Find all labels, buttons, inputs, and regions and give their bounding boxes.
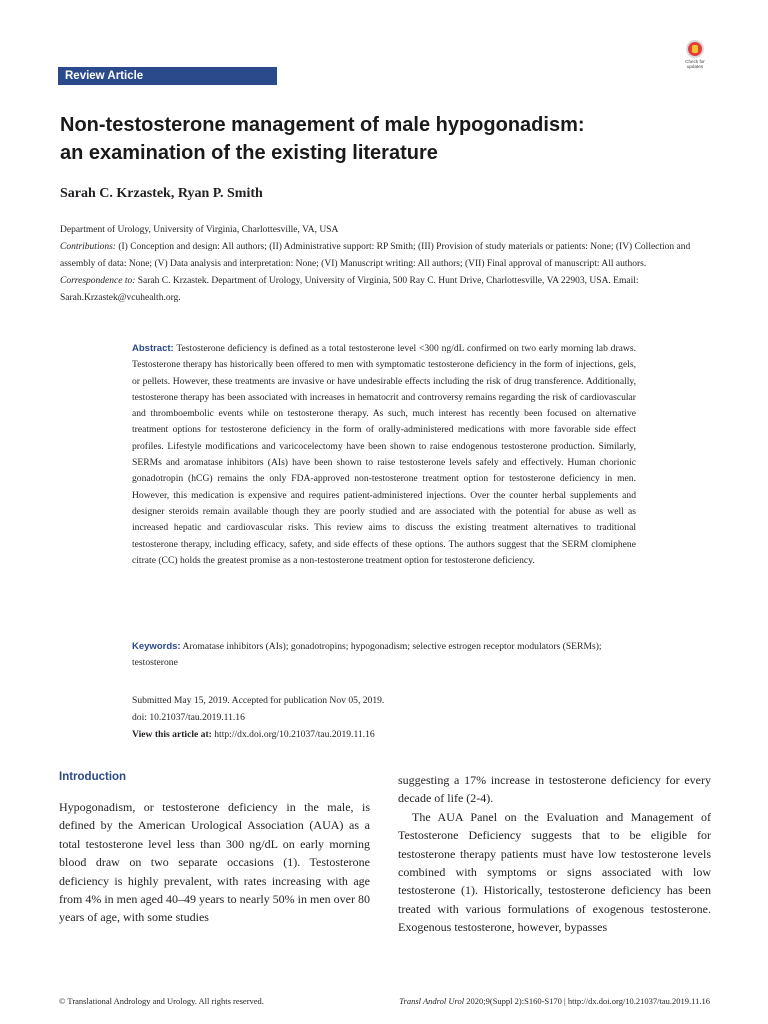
correspondence-text: Sarah C. Krzastek. Department of Urology, University of Virginia, 500 Ray C. Hunt Drive, Charlottesville, VA 22903, USA. Email: Sarah.Krzastek@vcuhealth.org. (60, 276, 639, 303)
intro-paragraph-2: The AUA Panel on the Evaluation and Management of Testosterone Deficiency suggests that to be eligible for testosterone therapy patients must have low testosterone levels combined with symptoms or signs associated with low testosterone (1). Historically, testosterone deficiency has been treated with various formulations of exogenous testosterone. Exogenous testosterone, however, bypasses (398, 809, 711, 935)
submission-dates: Submitted May 15, 2019. Accepted for publication Nov 05, 2019. (132, 695, 385, 706)
footer-citation-text: 2020;9(Suppl 2):S160-S170 | http://dx.doi.org/10.21037/tau.2019.11.16 (466, 996, 710, 1006)
article-title (60, 111, 700, 167)
footer-citation (340, 996, 710, 1006)
view-article (132, 726, 636, 743)
view-label: View this article at: (132, 729, 212, 740)
affiliation: Department of Urology, University of Virginia, Charlottesville, VA, USA (60, 225, 339, 235)
affiliation-block (60, 222, 712, 307)
title-line-1: Non-testosterone management of male hypogonadism: (60, 114, 585, 136)
authors: Sarah C. Krzastek, Ryan P. Smith (60, 186, 263, 201)
keywords-text: Aromatase inhibitors (AIs); gonadotropins; hypogonadism; selective estrogen receptor modulators (SERMs); testosterone (132, 641, 602, 669)
view-article-link[interactable]: http://dx.doi.org/10.21037/tau.2019.11.16 (214, 729, 375, 740)
doi: doi: 10.21037/tau.2019.11.16 (132, 712, 245, 723)
check-for-updates-button[interactable] (680, 40, 710, 72)
article-type-badge: Review Article (58, 67, 277, 85)
intro-paragraph-1: Hypogonadism, or testosterone deficiency in the male, is defined by the American Urological Association (AUA) as a total testosterone level less than 300 ng/dL on early morning blood draw on two separate occasions (1). Testosterone deficiency is highly prevalent, with rates increasing with age from 4% in men aged 40–49 years to nearly 50% in men over 80 years of age, with some studies (59, 800, 370, 925)
contributions-label: Contributions: (60, 242, 116, 252)
abstract-text: Testosterone deficiency is defined as a total testosterone level <300 ng/dL confirmed on two early morning lab draws. Testosterone therapy has historically been offered to men with symptomatic testosterone deficiency in the form of injections, gels, or pellets. However, these treatments are invasive or have undesirable effects including the risk of drug transference. Additionally, testosterone therapy has been associated with increases in hematocrit and controversy remains regarding the risk of cardiovascular and thromboembolic events while on testosterone therapy. As such, much interest has recently been focused on alternative treatment options for testosterone deficiency in the form of orally-administered medications with more favorable side effect profiles. Lifestyle modifications and varicocelectomy have been shown to raise endogenous testosterone production. Similarly, SERMs and aromatase inhibitors (AIs) have been shown to raise testosterone levels safely and effectively. Human chorionic gonadotropin (hCG) remains the only FDA-approved non-testosterone treatment option for testosterone deficiency in men. However, this medication is expensive and requires patient-administered injections. Over the counter herbal supplements and designer steroids remain available though they are poorly studied and are associated with the potential for abuse as well as increased hepatic and cardiovascular risks. This review aims to discuss the existing treatment alternatives to traditional testosterone therapy, including efficacy, safety, and side effects of these options. The authors suggest that the SERM clomiphene citrate (CC) holds the greatest promise as a non-testosterone treatment option for testosterone deficiency. (132, 343, 636, 566)
footer-journal: Transl Androl Urol (399, 996, 465, 1006)
footer-copyright: © Translational Andrology and Urology. All rights reserved. (59, 996, 264, 1006)
abstract (132, 341, 636, 569)
abstract-label: Abstract: (132, 343, 174, 354)
correspondence-label: Correspondence to: (60, 276, 136, 286)
intro-heading: Introduction (59, 771, 127, 783)
keywords-label: Keywords: (132, 641, 181, 652)
contributions (60, 239, 712, 273)
intro-paragraph-1-continued: suggesting a 17% increase in testosterone deficiency for every decade of life (2-4). (398, 773, 711, 806)
check-updates-label: Check for updates (685, 59, 705, 69)
title-line-2: an examination of the existing literature (60, 142, 438, 164)
article-meta (132, 692, 636, 743)
correspondence (60, 273, 712, 307)
keywords (132, 639, 636, 672)
body-column-2 (398, 771, 711, 937)
contributions-text: (I) Conception and design: All authors; (II) Administrative support: RP Smith; (III) Provision of study materials or patients: None; (IV) Collection and assembly of data: None; (V) Data analysis and interpretation: None; (VI) Manuscript writing: All authors; (VII) Final approval of manuscript: All authors. (60, 242, 691, 269)
body-column-1 (59, 798, 370, 927)
check-updates-icon (686, 40, 704, 58)
